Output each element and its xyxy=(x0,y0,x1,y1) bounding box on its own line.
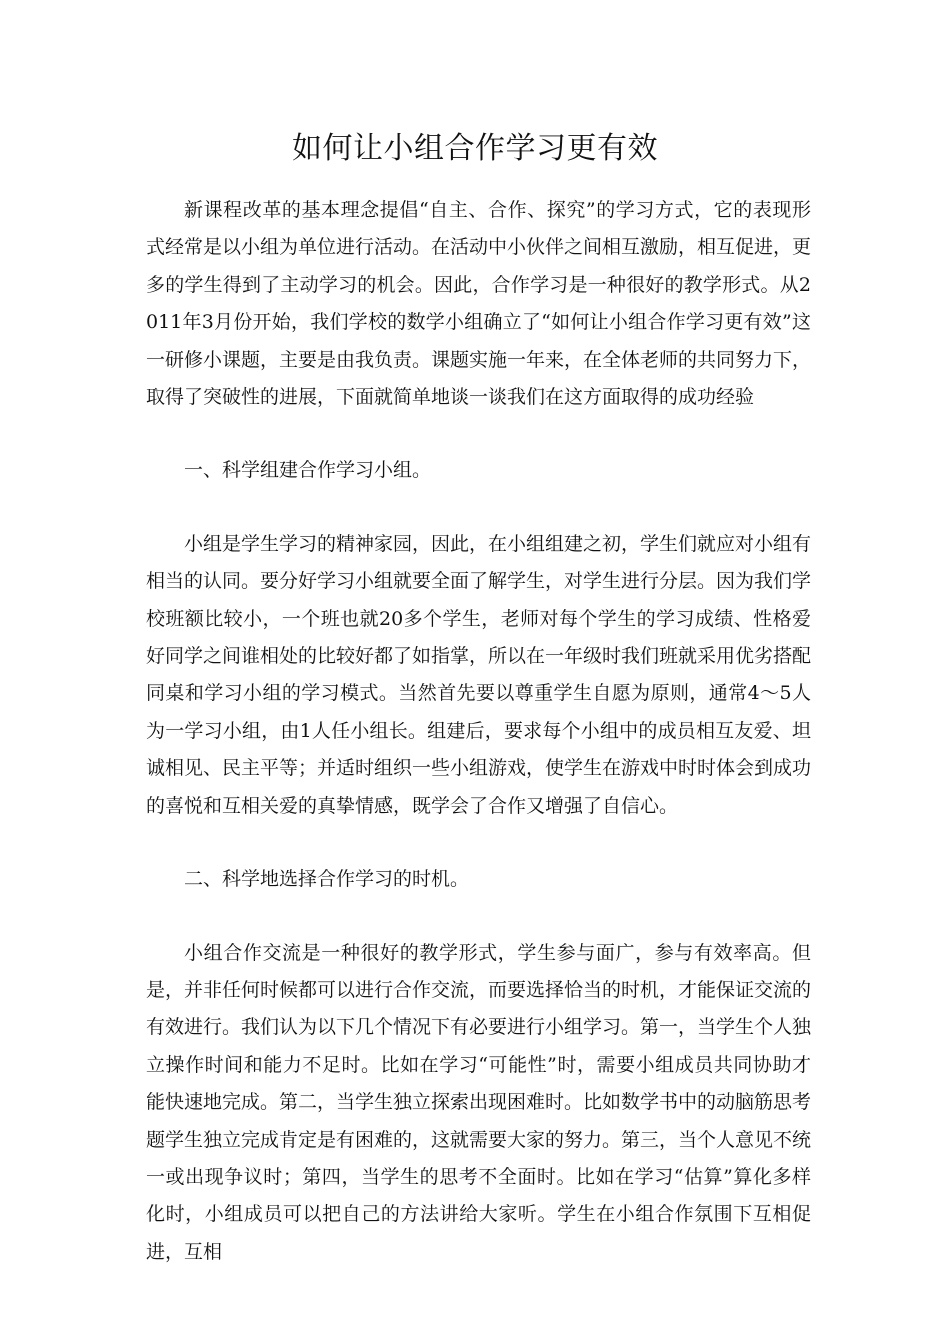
document-title: 如何让小组合作学习更有效 xyxy=(292,131,658,166)
section-heading-2: 二、科学地选择合作学习的时机。 xyxy=(184,868,470,891)
section-2-paragraph: 小组合作交流是一种很好的教学形式，学生参与面广，参与有效率高。但是，并非任何时候都可以进行合作交流，而要选择恰当的时机，才能保证交流的有效进行。我们认为以下几个情况下有必要进行小组学习。第一，当学生个人独立操作时间和能力不足时。比如在学习“可能性”时，需要小组成员共同协助才能快速地完成。第二，当学生独立探索出现困难时。比如数学书中的动脑筋思考题学生独立完成肯定是有困难的，这就需要大家的努力。第三，当个人意见不统一或出现争议时；第四，当学生的思考不全面时。比如在学习“估算”算化多样化时，小组成员可以把自己的方法讲给大家听。学生在小组合作氛围下互相促进，互相 xyxy=(146,941,812,1263)
intro-paragraph: 新课程改革的基本理念提倡“自主、合作、探究”的学习方式，它的表现形式经常是以小组为单位进行活动。在活动中小伙伴之间相互激励，相互促进，更多的学生得到了主动学习的机会。因此，合作学习是一种很好的教学形式。从2011年3月份开始，我们学校的数学小组确立了“如何让小组合作学习更有效”这一研修小课题，主要是由我负责。课题实施一年来，在全体老师的共同努力下，取得了突破性的进展，下面就简单地谈一谈我们在这方面取得的成功经验 xyxy=(146,199,812,409)
section-heading-1: 一、科学组建合作学习小组。 xyxy=(184,459,432,482)
section-1-paragraph: 小组是学生学习的精神家园，因此，在小组组建之初，学生们就应对小组有相当的认同。要分好学习小组就要全面了解学生，对学生进行分层。因为我们学校班额比较小，一个班也就20多个学生，老师对每个学生的学习成绩、性格爱好同学之间谁相处的比较好都了如指掌，所以在一年级时我们班就采用优劣搭配同桌和学习小组的学习模式。当然首先要以尊重学生自愿为原则，通常4～5人为一学习小组，由1人任小组长。组建后，要求每个小组中的成员相互友爱、坦诚相见、民主平等；并适时组织一些小组游戏，使学生在游戏中时时体会到成功的喜悦和互相关爱的真挚情感，既学会了合作又增强了自信心。 xyxy=(146,532,812,817)
document-body xyxy=(146,192,811,1271)
